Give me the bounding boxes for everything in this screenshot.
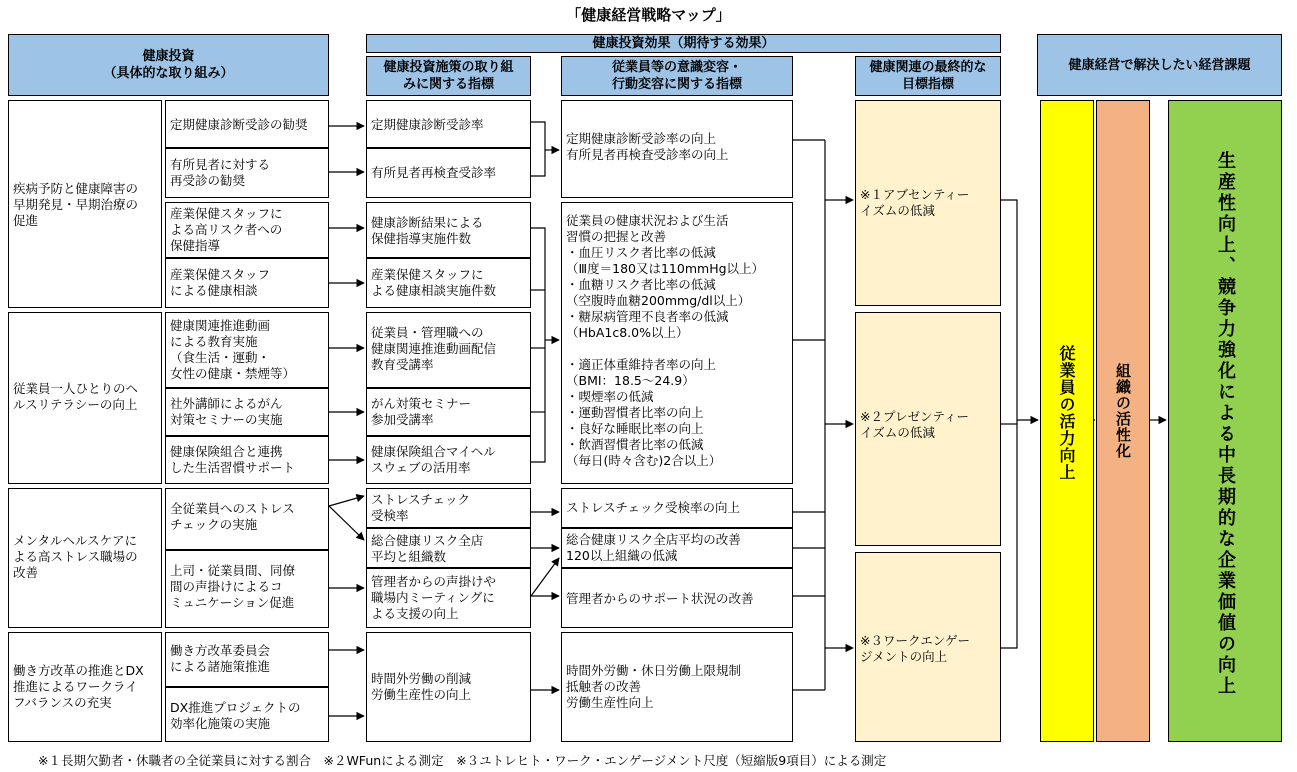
behavior-label: 管理者からのサポート状況の改善	[566, 591, 754, 606]
bracket	[531, 122, 545, 176]
indicator-label: 管理者からの声掛けや 職場内ミーティングに よる支援の向上	[371, 574, 497, 621]
arrow	[329, 496, 364, 506]
action-label: 産業保健スタッフに よる高リスク者への 保健指導	[170, 206, 283, 253]
indicator-label: 定期健康診断受診率	[371, 117, 484, 132]
header-investment: 健康投資 （具体的な取り組み）	[8, 34, 329, 96]
indicator-label: 従業員・管理職への 健康関連推進動画配信 教育受講率	[371, 325, 497, 372]
header-measures: 健康投資施策の取り組 みに関する指標	[366, 56, 531, 96]
theme-label: 働き方改革の推進とDX 推進によるワークライ フバランスの充実	[13, 663, 144, 710]
action-label: 健康保険組合と連携 した生活習慣サポート	[170, 444, 296, 475]
issue-label: 組織の活性化	[1114, 363, 1132, 459]
action-label: 産業保健スタッフ による健康相談	[170, 267, 271, 298]
indicator-label: 時間外労働の削減 労働生産性の向上	[371, 671, 472, 702]
theme-label: 従業員一人ひとりのヘ ルスリテラシーの向上	[13, 381, 139, 412]
indicator-label: 健康保険組合マイヘル スウェブの活用率	[371, 444, 496, 475]
issue-label: 従業員の活力向上	[1057, 345, 1076, 481]
theme-label: メンタルヘルスケアに よる高ストレス職場の 改善	[13, 533, 138, 580]
final-label: ※２プレゼンティー イズムの低減	[860, 409, 969, 440]
indicator-label: ストレスチェック 受検率	[371, 492, 471, 523]
behavior-label: 時間外労働・休日労働上限規制 抵触者の改善 労働生産性向上	[566, 663, 742, 710]
action-label: 定期健康診断受診の勧奨	[170, 117, 308, 132]
action-label: 上司・従業員間、同僚 間の声掛けによるコ ミュニケーション促進	[170, 563, 296, 610]
bracket	[531, 228, 545, 462]
page-title: 「健康経営戦略マップ」	[566, 6, 731, 24]
final-label: ※３ワークエンゲー ジメントの向上	[860, 633, 970, 664]
behavior-label: ストレスチェック受検率の向上	[566, 500, 741, 515]
indicator-label: 有所見者再検査受診率	[371, 165, 497, 180]
action-label: 有所見者に対する 再受診の勧奨	[170, 157, 271, 188]
action-label: 社外講師によるがん 対策セミナーの実施	[170, 396, 283, 427]
behavior-label: 総合健康リスク全店平均の改善 120以上組織の低減	[566, 532, 741, 563]
arrow	[531, 558, 559, 596]
behavior-label: 従業員の健康状況および生活 習慣の把握と改善 ・血圧リスク者比率の低減 （Ⅲ度＝180又は110mmHg以上） ・血糖リスク者比率の低減 （空腹時血糖200mmg/dl以上） ・糖尿病管理不良者率の低減 （HbA1c8.0%以上） ・適正体重維持者率の向上 （BMI：18.5～24.9） ・喫煙率の低減 ・運動習慣者比率の向上 ・良好な睡眠比率の向上 ・飲酒習慣者比率の低減 （毎日(時々含む)2合以上）	[566, 213, 765, 468]
action-label: 全従業員へのストレス チェックの実施	[170, 501, 295, 532]
indicator-label: 総合健康リスク全店 平均と組織数	[371, 533, 484, 564]
header-effect: 健康投資効果（期待する効果）	[366, 34, 1001, 53]
indicator-label: がん対策セミナー 参加受講率	[371, 396, 472, 427]
indicator-label: 産業保健スタッフに よる健康相談実施件数	[371, 267, 497, 298]
theme-label: 疾病予防と健康障害の 早期発見・早期治療の 促進	[13, 181, 139, 228]
action-label: 健康関連推進動画 による教育実施 （食生活・運動・ 女性の健康・禁煙等）	[170, 318, 296, 381]
arrow	[329, 506, 364, 540]
final-label: ※１アブセンティー イズムの低減	[860, 187, 970, 218]
header-final: 健康関連の最終的な 目標指標	[855, 56, 1001, 96]
header-issues: 健康経営で解決したい経営課題	[1037, 34, 1282, 96]
header-behavior: 従業員等の意識変容・ 行動変容に関する指標	[561, 56, 793, 96]
action-label: 働き方改革委員会 による諸施策推進	[170, 643, 271, 674]
indicator-label: 健康診断結果による 保健指導実施件数	[371, 215, 484, 246]
footnote: ※１長期欠勤者・休職者の全従業員に対する割合 ※２WFunによる測定 ※３ユトレヒト・ワーク・エンゲージメント尺度（短縮版9項目）による測定	[38, 753, 887, 768]
issue-label: 生産性向上、競争力強化による中長期的な企業価値の向上	[1215, 151, 1236, 697]
action-label: DX推進プロジェクトの 効率化施策の実施	[170, 700, 301, 731]
behavior-label: 定期健康診断受診率の向上 有所見者再検査受診率の向上	[566, 131, 729, 162]
